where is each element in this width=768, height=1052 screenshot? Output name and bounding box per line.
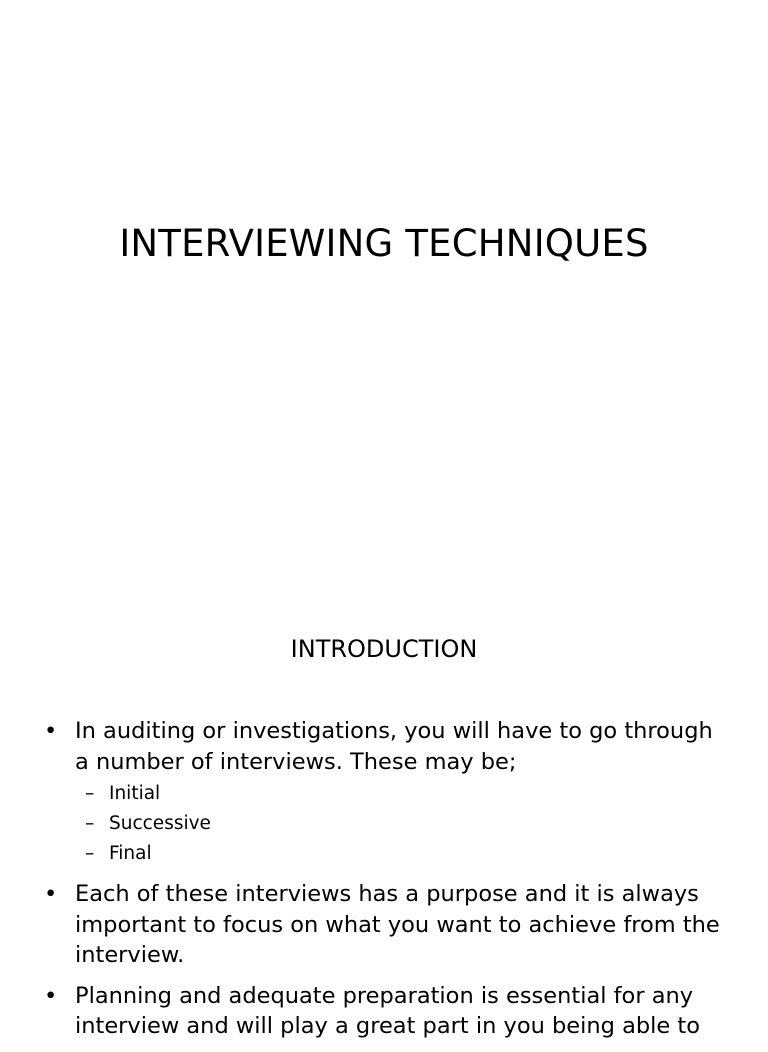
bullet-text: Each of these interviews has a purpose and it is always important to focus on what you want to achieve from the interview.: [75, 881, 720, 968]
dash-icon: –: [85, 813, 95, 834]
slide-title: INTERVIEWING TECHNIQUES: [119, 222, 649, 265]
dash-icon: –: [85, 843, 95, 864]
section-heading: INTRODUCTION: [290, 635, 478, 663]
bullet-item: [0, 879, 768, 971]
dash-icon: –: [85, 783, 95, 804]
bullet-icon: •: [44, 881, 58, 907]
bullet-icon: •: [44, 982, 58, 1009]
bullet-item: [0, 981, 768, 1042]
sub-bullet-text: Initial: [109, 783, 161, 804]
sub-bullet-text: Final: [109, 843, 152, 864]
bullet-item: [0, 716, 768, 869]
sub-bullet-list: [75, 779, 728, 869]
sub-bullet-text: Successive: [109, 813, 211, 834]
sub-bullet-item: [75, 839, 728, 869]
sub-bullet-item: [75, 809, 728, 839]
bullet-list: [0, 716, 768, 1052]
sub-bullet-item: [75, 779, 728, 809]
bullet-text: Planning and adequate preparation is essential for any interview and will play a great part in you being able to: [75, 982, 700, 1039]
bullet-text: In auditing or investigations, you will have to go through a number of interviews. These may be;: [75, 718, 713, 775]
bullet-icon: •: [44, 718, 58, 744]
